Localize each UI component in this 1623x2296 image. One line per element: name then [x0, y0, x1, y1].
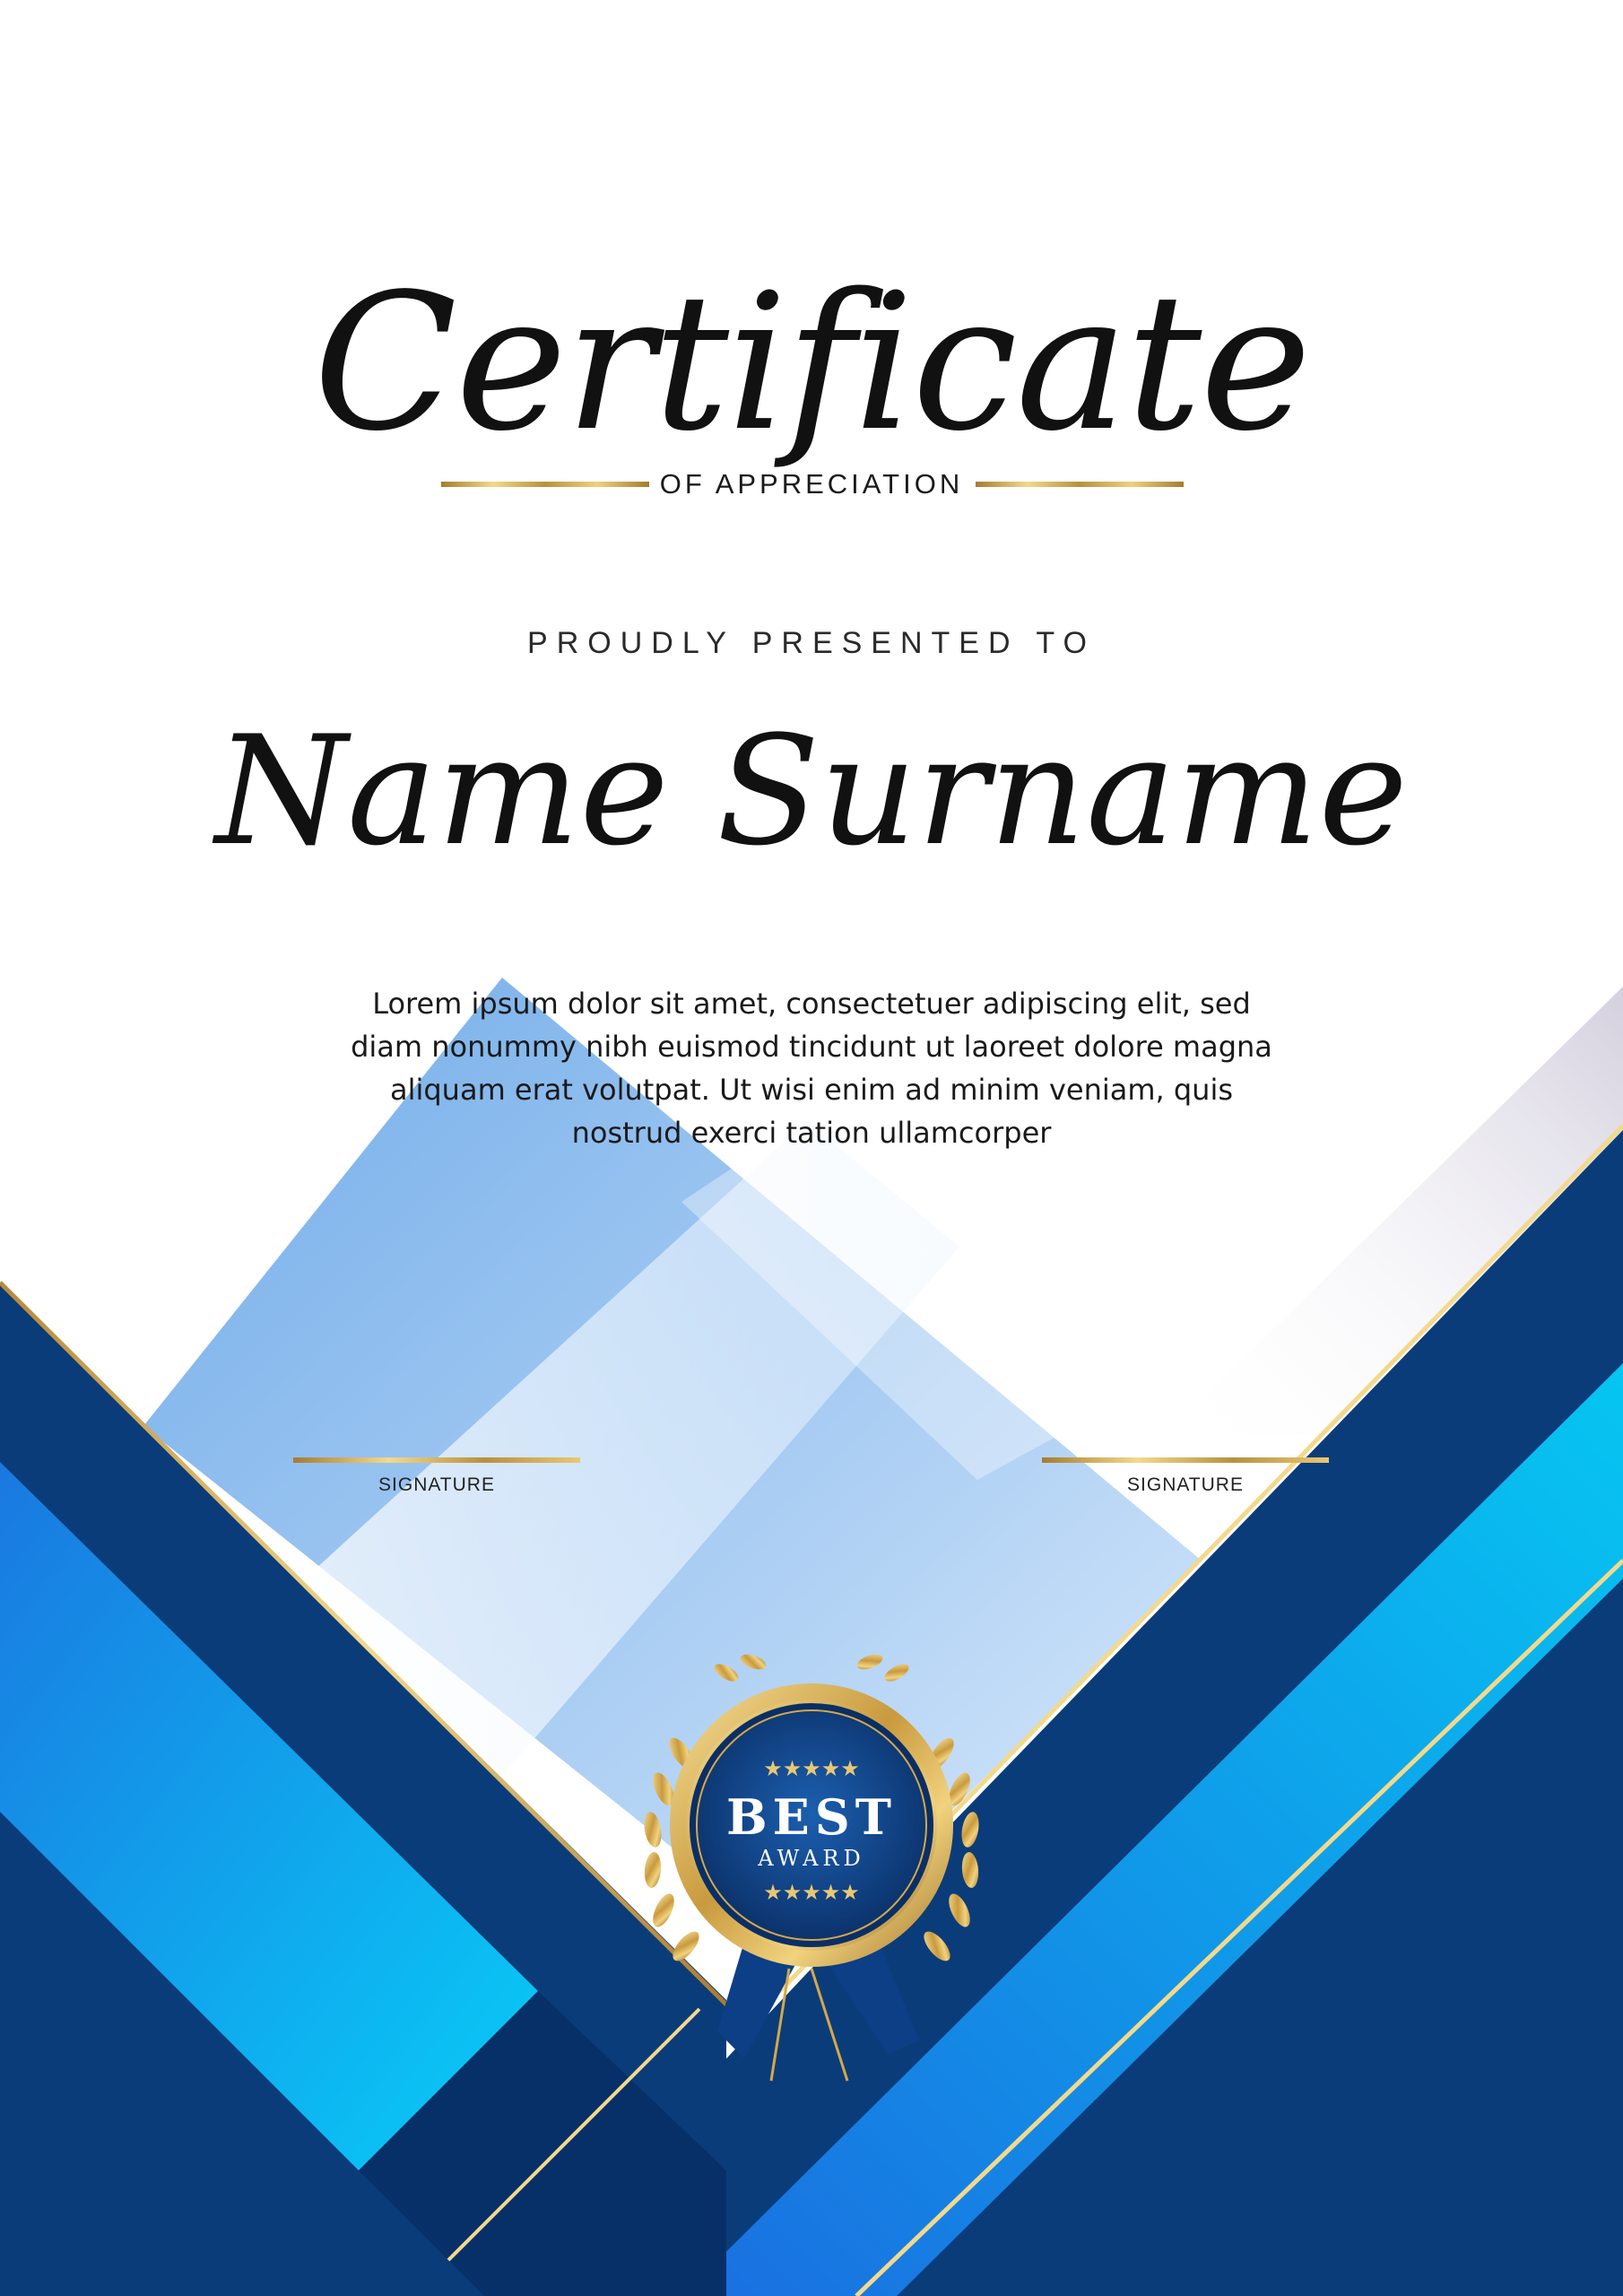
- badge-stars-bottom: ★★★★★: [763, 1880, 860, 1905]
- best-award-badge: [610, 1646, 1013, 2094]
- certificate-body-text: Lorem ipsum dolor sit amet, consectetuer adipiscing elit, sed diam nonummy nibh euismod tincidunt ut laoreet dolore magna aliquam erat volutpat. Ut wisi enim ad minim veniam, quis nostrud exerci tation ullamcorper: [351, 987, 1272, 1150]
- signature-label-right: SIGNATURE: [1127, 1474, 1244, 1495]
- recipient-name: Name Surname: [215, 703, 1408, 879]
- presented-label: PROUDLY PRESENTED TO: [527, 626, 1096, 660]
- certificate-subtitle: OF APPRECIATION: [659, 468, 964, 500]
- subtitle-line-right: [976, 482, 1184, 487]
- signature-label-left: SIGNATURE: [378, 1474, 495, 1495]
- signature-line-left: [293, 1457, 580, 1463]
- certificate-title: Certificate: [313, 253, 1310, 473]
- signature-line-right: [1042, 1457, 1329, 1463]
- badge-line2: AWARD: [758, 1846, 865, 1871]
- badge-ribbon-string-2: [812, 1969, 847, 2081]
- badge-line1: BEST: [726, 1788, 897, 1846]
- badge-stars-top: ★★★★★: [763, 1756, 860, 1781]
